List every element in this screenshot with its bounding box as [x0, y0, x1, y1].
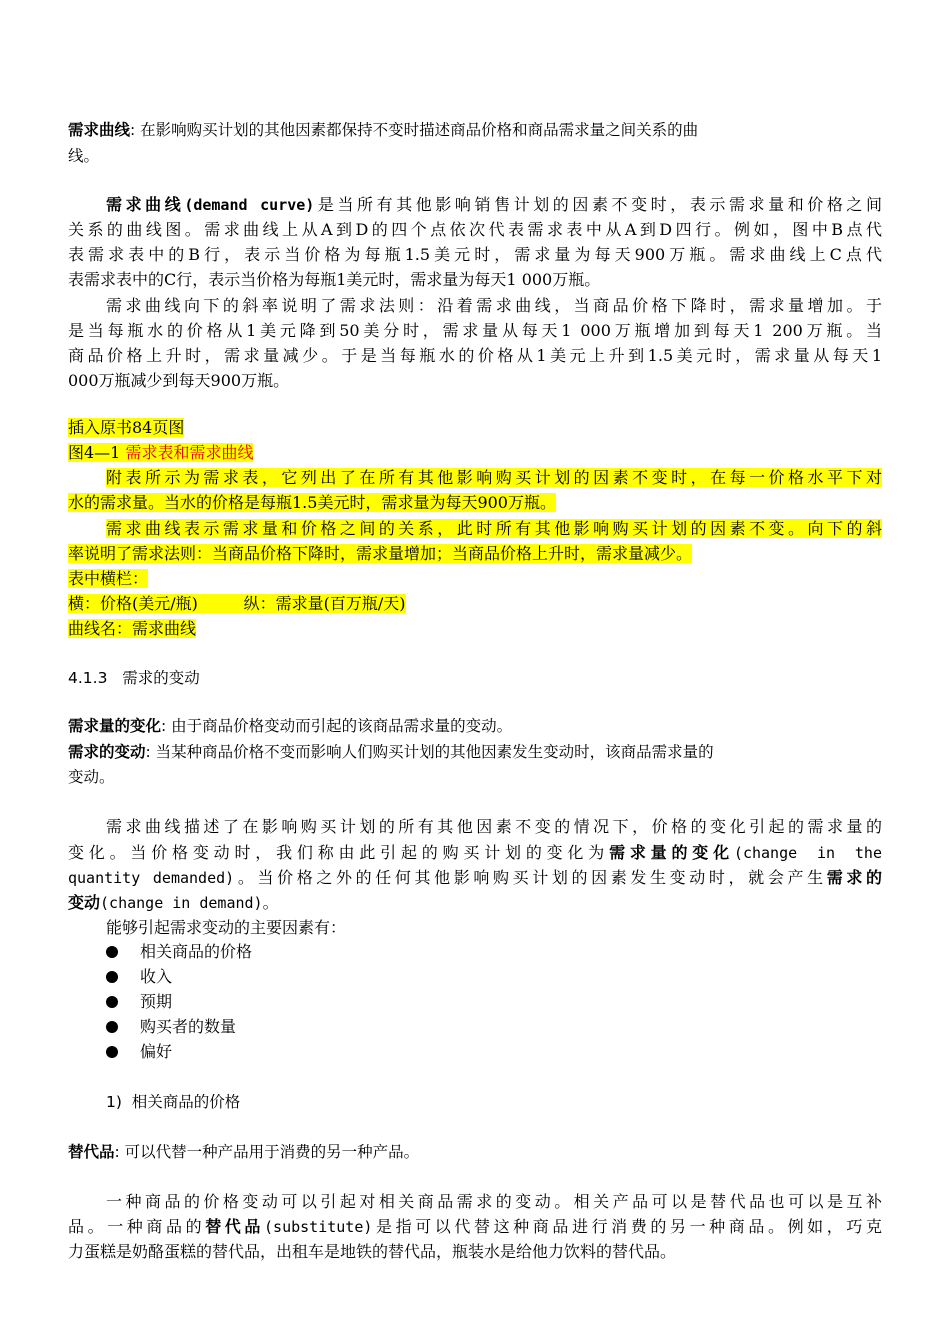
- paragraph-line: 关系的曲线图。需求曲线上从A到D的四个点依次代表需求表中从A到D四行。例如，图中B点代: [68, 220, 882, 239]
- definition-text-continued: 线。: [68, 147, 100, 165]
- figure-insert-note: 插入原书84页图: [68, 418, 185, 437]
- definition-text: : 可以代替一种产品用于消费的另一种产品。: [114, 1143, 420, 1161]
- factors-intro: 能够引起需求变动的主要因素有：: [106, 918, 347, 937]
- figure-note-line: 需求曲线表示需求量和价格之间的关系，此时所有其他影响购买计划的因素不变。向下的斜: [106, 519, 882, 538]
- axes-note: 横：价格(美元/瓶) 纵：需求量(百万瓶/天): [68, 594, 406, 613]
- figure-caption: [68, 443, 253, 463]
- bullet-icon: [106, 946, 118, 958]
- paragraph-line: 是当每瓶水的价格从1美元降到50美分时，需求量从每天1 000万瓶增加到每天1 200万瓶。当: [68, 321, 882, 340]
- definition-text: : 在影响购买计划的其他因素都保持不变时描述商品价格和商品需求量之间关系的曲: [130, 121, 699, 139]
- paragraph-line: quantity demanded)。当价格之外的任何其他影响购买计划的因素发生变动时，就会产生需求的: [68, 868, 882, 887]
- paragraph-line: 表需求表中的C行，表示当价格为每瓶1美元时，需求量为每天1 000万瓶。: [68, 270, 601, 289]
- english-term: (change in demand): [100, 894, 263, 912]
- bullet-icon: [106, 1046, 118, 1058]
- definition-term: 需求的变动: [68, 743, 146, 761]
- definition-demand-curve: [68, 120, 698, 140]
- paragraph-line: 品。一种商品的替代品(substitute)是指可以代替这种商品进行消费的另一种商品。例如，巧克: [68, 1217, 882, 1236]
- bold-term: 需求量的变化: [609, 843, 734, 862]
- bullet-icon: [106, 1021, 118, 1033]
- paragraph-line: 一种商品的价格变动可以引起对相关商品需求的变动。相关产品可以是替代品也可以是互补: [106, 1192, 882, 1211]
- bullet-icon: [106, 971, 118, 983]
- table-bar-note: 表中横栏：: [68, 569, 149, 588]
- definition-substitute: [68, 1142, 419, 1162]
- paragraph-line: 000万瓶减少到每天900万瓶。: [68, 371, 290, 390]
- definition-demand-change: [68, 742, 714, 762]
- paragraph-line: 需求曲线向下的斜率说明了需求法则：沿着需求曲线，当商品价格下降时，需求量增加。于: [106, 296, 882, 315]
- list-item: 预期: [140, 992, 173, 1011]
- definition-quantity-change: [68, 716, 512, 736]
- paragraph-line: 力蛋糕是奶酪蛋糕的替代品，出租车是地铁的替代品，瓶装水是给他力饮料的替代品。: [68, 1242, 677, 1261]
- bold-term: 变动: [68, 893, 101, 912]
- paragraph-line: 需求曲线描述了在影响购买计划的所有其他因素不变的情况下，价格的变化引起的需求量的: [106, 817, 882, 836]
- bold-term: 替代品: [205, 1217, 265, 1236]
- paragraph-line: 表需求表中的B行，表示当价格为每瓶1.5美元时，需求量为每天900万瓶。需求曲线上C点代: [68, 245, 882, 264]
- english-term: (substitute): [264, 1218, 373, 1236]
- text-span: 是当所有其他影响销售计划的因素不变时，表示需求量和价格之间: [314, 195, 882, 214]
- list-item: 相关商品的价格: [140, 942, 253, 961]
- english-term: (change in the: [733, 844, 882, 862]
- definition-term: 需求量的变化: [68, 717, 162, 735]
- figure-note-line: 率说明了需求法则：当商品价格下降时，需求量增加；当商品价格上升时，需求量减少。: [68, 544, 693, 563]
- list-item: 偏好: [140, 1042, 173, 1061]
- definition-text-continued: 变动。: [68, 768, 115, 786]
- english-term: quantity demanded): [68, 869, 235, 887]
- paragraph-line: 变动(change in demand)。: [68, 893, 279, 912]
- figure-label: 图4—1: [68, 443, 126, 462]
- definition-text: : 当某种商品价格不变而影响人们购买计划的其他因素发生变动时，该商品需求量的: [145, 743, 714, 761]
- definition-text: : 由于商品价格变动而引起的该商品需求量的变动。: [161, 717, 513, 735]
- english-term: (demand curve): [184, 196, 315, 214]
- paragraph-line: 变化。当价格变动时，我们称由此引起的购买计划的变化为需求量的变化(change in the: [68, 843, 882, 862]
- section-heading: 4.1.3 需求的变动: [68, 669, 200, 687]
- list-item: 收入: [140, 967, 173, 986]
- bullet-icon: [106, 996, 118, 1008]
- figure-note-line: 水的需求量。当水的价格是每瓶1.5美元时，需求量为每天900万瓶。: [68, 493, 556, 512]
- subsection-heading: 1) 相关商品的价格: [106, 1093, 241, 1111]
- bold-term: 需求曲线: [106, 195, 185, 214]
- figure-title: 需求表和需求曲线: [125, 443, 254, 462]
- curve-name-note: 曲线名：需求曲线: [68, 619, 197, 638]
- paragraph-line: [106, 195, 882, 215]
- figure-note-line: 附表所示为需求表，它列出了在所有其他影响购买计划的因素不变时，在每一价格水平下对: [106, 468, 882, 487]
- definition-term: 需求曲线: [68, 121, 131, 139]
- paragraph-line: 商品价格上升时，需求量减少。于是当每瓶水的价格从1美元上升到1.5美元时，需求量从每天1: [68, 346, 882, 365]
- definition-term: 替代品: [68, 1143, 115, 1161]
- list-item: 购买者的数量: [140, 1017, 237, 1036]
- bold-term: 需求的: [826, 868, 882, 887]
